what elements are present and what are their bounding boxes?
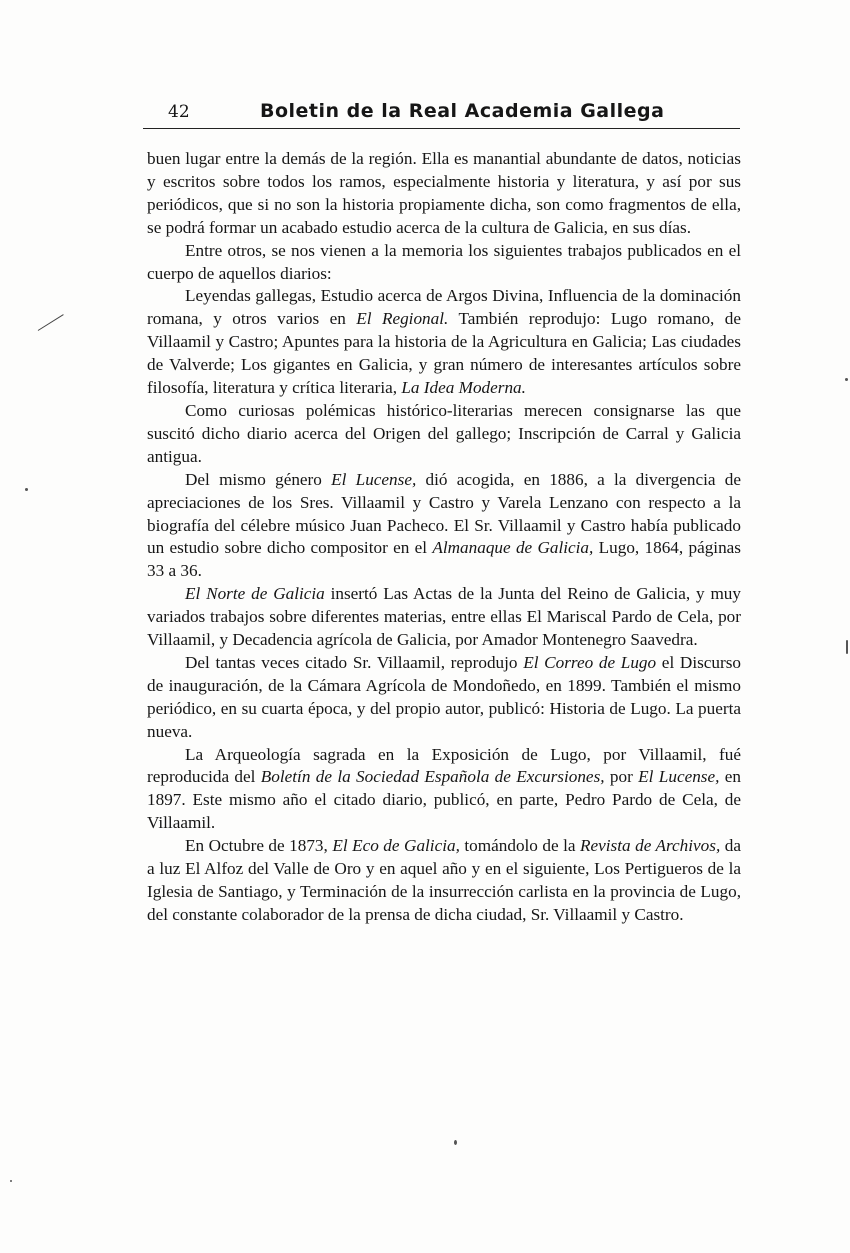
body-text xyxy=(147,148,741,927)
text-run: Leyendas gallegas, Estudio acerca de Argos Divina, Influencia de la dominación romana, y otros varios en xyxy=(147,286,741,329)
text-run: en 1897. Este mismo año el citado diario, publicó, en parte, Pedro Pardo de Cela, de Villaamil. xyxy=(147,767,741,833)
paragraph xyxy=(147,148,741,240)
page-number: 42 xyxy=(168,102,190,122)
scan-speck xyxy=(845,378,848,381)
scan-speck xyxy=(454,1140,457,1145)
text-run: Lugo, 1864, páginas 33 a 36. xyxy=(147,538,741,581)
paragraph xyxy=(147,835,741,927)
text-run: buen lugar entre la demás de la región. Ella es manantial abundante de datos, noticias y escritos sobre todos los ramos, especialmente historia y literatura, y así por sus periódicos, que si no son la historia propiamente dicha, son como fragmentos de ella, se podrá formar un acabado estudio acerca de la cultura de Galicia, en sus días. xyxy=(147,149,741,237)
italic-title-run: El Eco de Galicia, xyxy=(332,836,460,856)
text-run: el Discurso de inauguración, de la Cámara Agrícola de Mondoñedo, en 1899. También el mismo periódico, en su cuarta época, y del propio autor, publicó: Historia de Lugo. La puerta nueva. xyxy=(147,652,742,741)
text-run: insertó Las Actas de la Junta del Reino de Galicia, y muy variados trabajos sobre diferentes materias, entre ellas El Mariscal Pardo de Cela, por Villaamil, y Decadencia agrícola de Galicia, por Amador Montenegro Saavedra. xyxy=(147,584,741,650)
scan-scratch-mark xyxy=(38,314,64,331)
italic-title-run: Boletín de la Sociedad Española de Excursiones, xyxy=(260,767,605,787)
scan-speck xyxy=(10,1180,12,1182)
scan-speck xyxy=(25,488,28,491)
text-run: por xyxy=(604,767,639,787)
scan-speck xyxy=(846,640,848,654)
text-run: En Octubre de 1873, xyxy=(185,836,333,856)
paragraph xyxy=(147,469,741,584)
text-run: Del mismo género xyxy=(185,469,332,489)
italic-title-run: El Lucense, xyxy=(638,767,720,787)
page-header xyxy=(160,100,742,130)
italic-title-run: Almanaque de Galicia, xyxy=(432,538,594,558)
running-title: Boletin de la Real Academia Gallega xyxy=(260,100,665,122)
italic-title-run: El Regional. xyxy=(356,309,449,329)
text-run: dió acogida, en 1886, a la divergencia de apreciaciones de los Sres. Villaamil y Castro y Varela Lenzano con respecto a la biografía del célebre músico Juan Pacheco. El Sr. Villaamil y Castro había publicado un estudio sobre dicho compositor en el xyxy=(147,469,741,558)
text-run: Como curiosas polémicas histórico-literarias merecen consignarse las que suscitó dicho diario acerca del Origen del gallego; Inscripción de Carral y Galicia antigua. xyxy=(147,400,741,466)
text-run: La Arqueología sagrada en la Exposición de Lugo, por Villaamil, fué reproducida del xyxy=(147,744,741,787)
italic-title-run: El Correo de Lugo xyxy=(523,652,657,672)
italic-title-run: Revista de Archivos, xyxy=(580,836,721,856)
text-run: da a luz El Alfoz del Valle de Oro y en aquel año y en el siguiente, Los Pertigueros de la Iglesia de Santiago, y Terminación de la insurrección carlista en la provincia de Lugo, del constante colaborador de la prensa de dicha ciudad, Sr. Villaamil y Castro. xyxy=(147,836,741,924)
text-run: tomándolo de la xyxy=(459,836,581,856)
text-run: Entre otros, se nos vienen a la memoria los siguientes trabajos publicados en el cuerpo de aquellos diarios: xyxy=(147,240,741,283)
text-run: Del tantas veces citado Sr. Villaamil, reprodujo xyxy=(185,652,524,672)
paragraph xyxy=(147,240,741,286)
paragraph xyxy=(147,744,741,836)
paragraph xyxy=(147,652,741,744)
header-rule xyxy=(143,128,740,129)
italic-title-run: El Lucense, xyxy=(331,469,417,489)
italic-title-run: El Norte de Galicia xyxy=(185,584,325,604)
paragraph xyxy=(147,400,741,469)
text-run: También reprodujo: Lugo romano, de Villaamil y Castro; Apuntes para la historia de la Agricultura en Galicia; Las ciudades de Valverde; Los gigantes en Galicia, y gran número de interesantes artículos sobre filosofía, literatura y crítica literaria, xyxy=(147,309,742,398)
paragraph xyxy=(147,583,741,652)
italic-title-run: La Idea Moderna. xyxy=(401,378,526,398)
paragraph xyxy=(147,285,741,400)
